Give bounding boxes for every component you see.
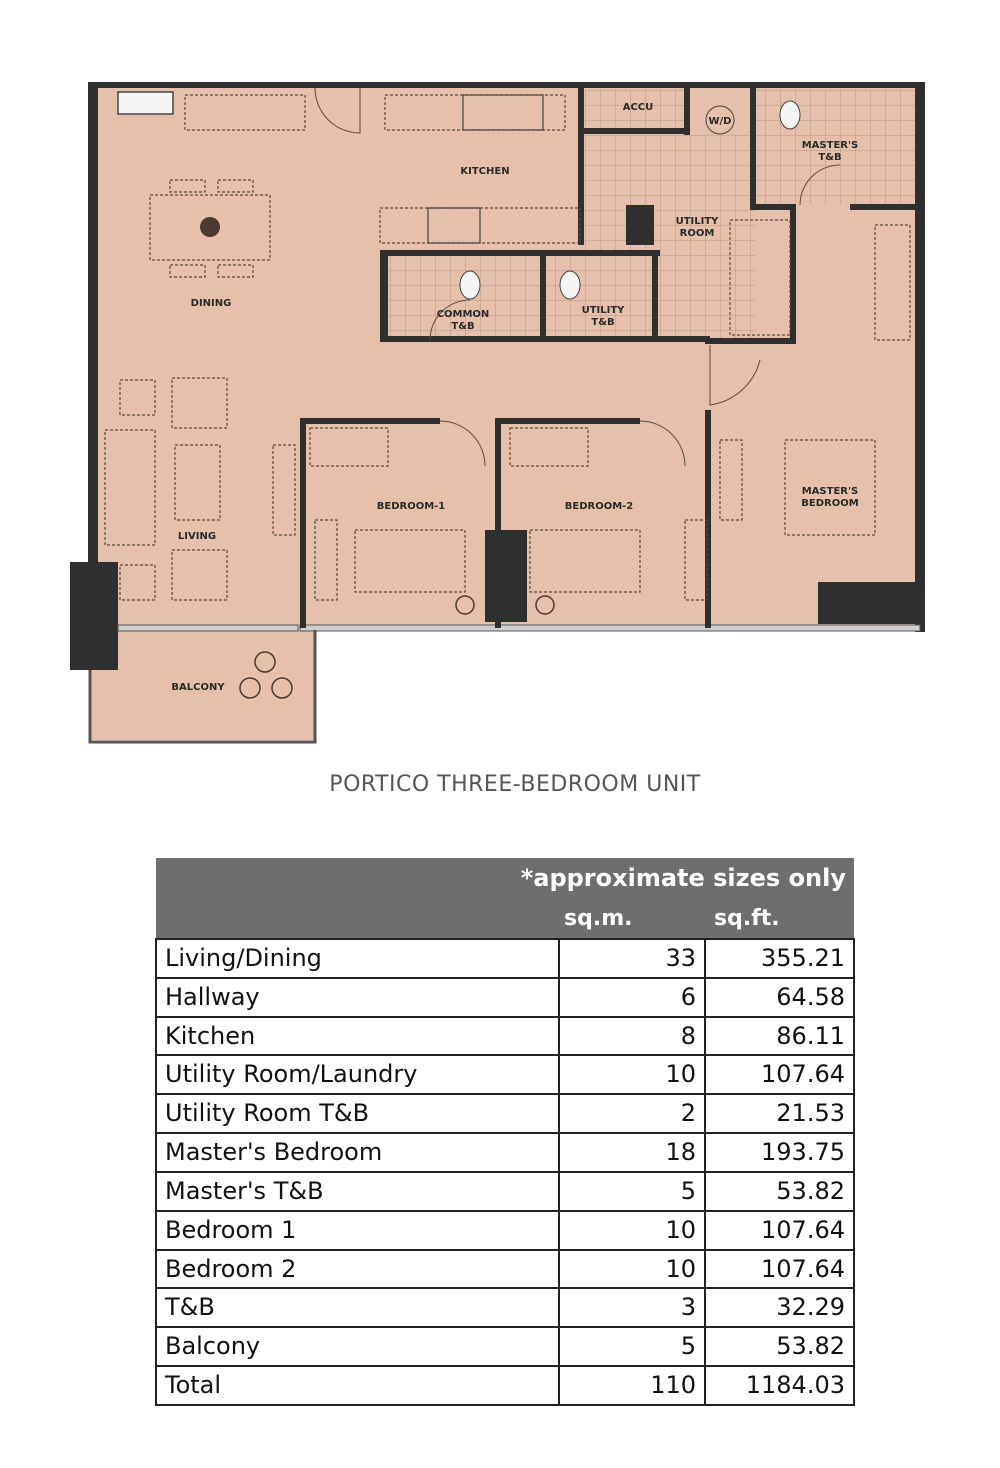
table-row <box>156 1172 854 1211</box>
label-wd: W/D <box>708 116 732 127</box>
sqft-cell: 64.58 <box>705 978 854 1017</box>
label-utility-room-1: UTILITY <box>675 216 719 227</box>
sqm-cell: 5 <box>559 1172 705 1211</box>
sqft-cell: 53.82 <box>705 1327 854 1366</box>
room-name-cell: Utility Room/Laundry <box>156 1055 559 1094</box>
column-header-sqft: sq.ft. <box>714 906 780 931</box>
room-name-cell: Total <box>156 1366 559 1405</box>
sqft-cell: 193.75 <box>705 1133 854 1172</box>
sqft-cell: 32.29 <box>705 1288 854 1327</box>
label-masters-tb-1: MASTER'S <box>801 140 859 151</box>
room-size-table <box>155 858 855 1406</box>
room-name-cell: Bedroom 2 <box>156 1250 559 1289</box>
table-row <box>156 1055 854 1094</box>
label-living: LIVING <box>177 531 217 542</box>
plan-title: PORTICO THREE-BEDROOM UNIT <box>329 772 701 797</box>
table-header <box>156 858 854 939</box>
sqm-cell: 10 <box>559 1250 705 1289</box>
room-name-cell: Kitchen <box>156 1017 559 1056</box>
sqm-cell: 2 <box>559 1094 705 1133</box>
label-balcony: BALCONY <box>171 682 225 693</box>
sqm-cell: 3 <box>559 1288 705 1327</box>
room-name-cell: T&B <box>156 1288 559 1327</box>
sqft-cell: 21.53 <box>705 1094 854 1133</box>
sqft-cell: 107.64 <box>705 1250 854 1289</box>
label-bedroom-2: BEDROOM-2 <box>564 501 634 512</box>
sqm-cell: 33 <box>559 939 705 978</box>
room-name-cell: Master's Bedroom <box>156 1133 559 1172</box>
table-row <box>156 1366 854 1405</box>
sqft-cell: 86.11 <box>705 1017 854 1056</box>
table-row <box>156 1133 854 1172</box>
sqm-cell: 18 <box>559 1133 705 1172</box>
room-name-cell: Master's T&B <box>156 1172 559 1211</box>
sqm-cell: 10 <box>559 1211 705 1250</box>
label-common-tb-1: COMMON <box>436 309 490 320</box>
table-row <box>156 1327 854 1366</box>
column-header-sqm: sq.m. <box>564 906 633 931</box>
table-row <box>156 1211 854 1250</box>
table-row <box>156 939 854 978</box>
label-dining: DINING <box>190 298 232 309</box>
label-bedroom-1: BEDROOM-1 <box>376 501 446 512</box>
sqm-cell: 5 <box>559 1327 705 1366</box>
sqft-cell: 107.64 <box>705 1211 854 1250</box>
room-name-cell: Bedroom 1 <box>156 1211 559 1250</box>
label-masters-bedroom-1: MASTER'S <box>801 486 859 497</box>
table-row <box>156 1017 854 1056</box>
label-common-tb-2: T&B <box>451 321 475 332</box>
table-row <box>156 1094 854 1133</box>
sqft-cell: 53.82 <box>705 1172 854 1211</box>
table-row <box>156 1288 854 1327</box>
sqft-cell: 355.21 <box>705 939 854 978</box>
sqm-cell: 8 <box>559 1017 705 1056</box>
sqft-cell: 1184.03 <box>705 1366 854 1405</box>
sqm-cell: 6 <box>559 978 705 1017</box>
approximate-note: *approximate sizes only <box>520 864 846 892</box>
sqm-cell: 10 <box>559 1055 705 1094</box>
label-utility-tb-2: T&B <box>591 317 615 328</box>
room-name-cell: Utility Room T&B <box>156 1094 559 1133</box>
label-utility-tb-1: UTILITY <box>581 305 625 316</box>
label-accu: ACCU <box>622 102 654 113</box>
table-body <box>156 939 854 1405</box>
sqft-cell: 107.64 <box>705 1055 854 1094</box>
label-masters-tb-2: T&B <box>818 152 842 163</box>
room-name-cell: Hallway <box>156 978 559 1017</box>
label-utility-room-2: ROOM <box>679 228 715 239</box>
sqm-cell: 110 <box>559 1366 705 1405</box>
room-name-cell: Balcony <box>156 1327 559 1366</box>
label-masters-bedroom-2: BEDROOM <box>801 498 859 509</box>
label-kitchen: KITCHEN <box>460 166 510 177</box>
table-row <box>156 1250 854 1289</box>
room-name-cell: Living/Dining <box>156 939 559 978</box>
table-row <box>156 978 854 1017</box>
